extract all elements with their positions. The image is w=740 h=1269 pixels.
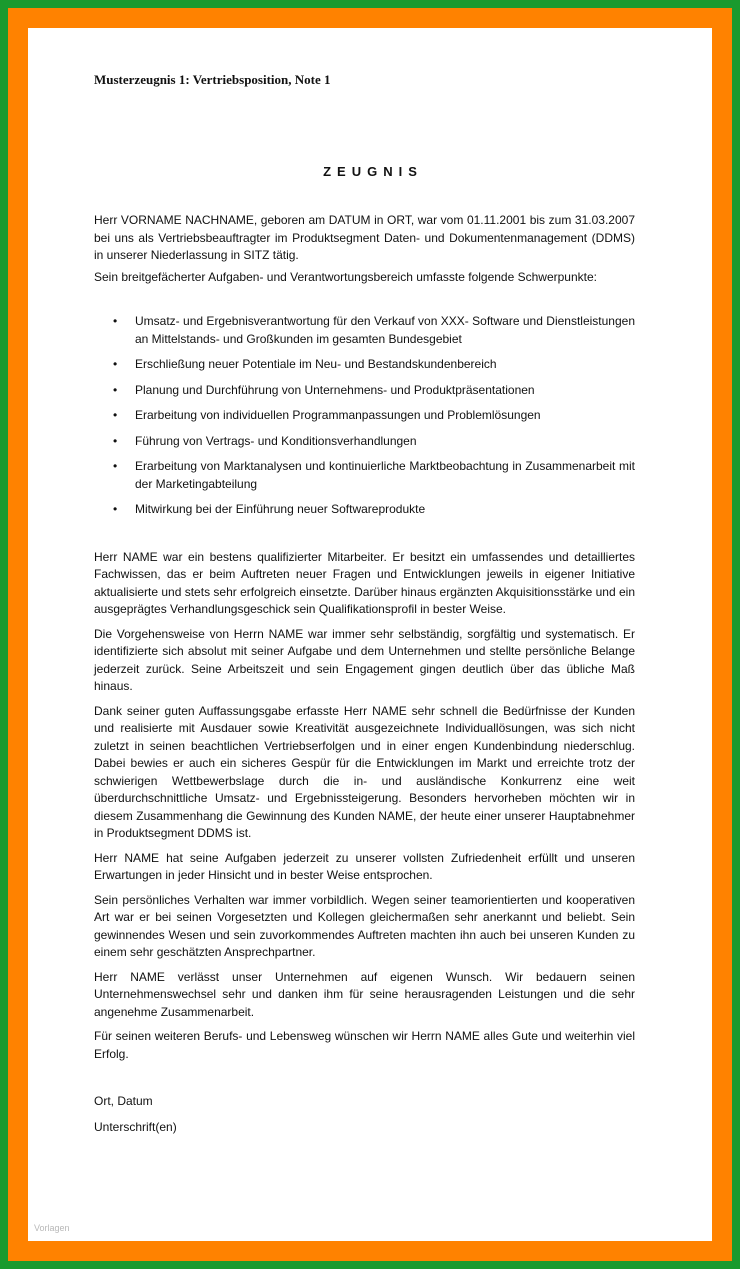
bullet-icon: • [113,382,118,397]
body-paragraph: Für seinen weiteren Berufs- und Lebensweg wünschen wir Herrn NAME alles Gute und weiterhin viel Erfolg. [94,1029,635,1061]
body-paragraph: Dank seiner guten Auffassungsgabe erfasste Herr NAME sehr schnell die Bedürfnisse der Kunden und realisierte mit Ausdauer sowie Kreativität ausgezeichnete Individuallösungen, was sich nicht zuletzt in seinen beachtlichen Vertriebserfolgen und in einer engen Kundenbindung niederschlug. Dabei bewies er auch ein sicheres Gespür für die Entwicklungen im Markt und erreichte trotz der schwierigen Wettbewerbslage durch die in- und ausländische Konkurrenz eine weit überdurchschnittliche Umsatz- und Ergebnissteigerung. Besonders hervorheben möchten wir in diesem Zusammenhang die Gewinnung des Kunden NAME, der heute einer unserer Hauptabnehmer in Produktsegment DDMS ist. [94,703,635,840]
body-paragraph: Sein persönliches Verhalten war immer vorbildlich. Wegen seiner teamorientierten und kooperativen Art war er bei seinen Vorgesetzten und Kollegen gleichermaßen sehr anerkannt und beliebt. Sein gewinnendes Wesen und sein zuvorkommendes Auftreten machten ihn auch bei unseren Kunden zu einem sehr geschätzten Ansprechpartner. [94,892,635,959]
list-item-text: Erarbeitung von Marktanalysen und kontinuierliche Marktbeobachtung in Zusammenarbeit mit der Marketingabteilung [135,459,635,491]
bullet-icon: • [113,357,118,371]
document-body [94,212,635,1144]
list-item [94,313,635,348]
watermark: Vorlagen [34,1223,70,1233]
bullet-icon: • [113,502,118,516]
body-paragraph: Herr NAME hat seine Aufgaben jederzeit zu unserer vollsten Zufriedenheit erfüllt und unseren Erwartungen in jeder Hinsicht und in bester Weise entsprochen. [94,850,635,882]
body-paragraph: Herr NAME verlässt unser Unternehmen auf eigenen Wunsch. Wir bedauern seinen Unternehmenswechsel sehr und danken ihm für seine herausragenden Leistungen und die sehr angenehme Zusammenarbeit. [94,969,635,1019]
body-paragraph: Herr NAME war ein bestens qualifizierter Mitarbeiter. Er besitzt ein umfassendes und detailliertes Fachwissen, das er beim Auftreten neuer Fragen und Entwicklungen jeweils in eigener Initiative aktualisierte und stets sehr erfolgreich einsetzte. Darüber hinaus ergänzten Akquisitionsstärke und ein ausgeprägtes Verhandlungsgeschick sein Qualifikationsprofil in bester Weise. [94,549,635,616]
document-title: ZEUGNIS [323,164,423,179]
list-item-text: Erarbeitung von individuellen Programmanpassungen und Problemlösungen [135,408,541,422]
list-item [94,407,635,425]
place-date: Ort, Datum [94,1094,153,1108]
list-item-text: Mitwirkung bei der Einführung neuer Softwareprodukte [135,502,426,516]
responsibilities-intro: Sein breitgefächerter Aufgaben- und Verantwortungsbereich umfasste folgende Schwerpunkte: [94,269,597,284]
assessment-section [94,549,635,1064]
task-list [94,313,635,519]
list-item [94,356,635,374]
closing-section [94,1093,635,1136]
body-paragraph: Die Vorgehensweise von Herrn NAME war immer sehr selbständig, sorgfältig und systematisch. Er identifizierte sich absolut mit seiner Aufgabe und dem Unternehmen und stellte persönliche Belange jederzeit zurück. Seine Arbeitszeit und sein Engagement gingen deutlich über das übliche Maß hinaus. [94,626,635,693]
list-item-text: Führung von Vertrags- und Konditionsverhandlungen [135,433,417,448]
document-heading: Musterzeugnis 1: Vertriebsposition, Note 1 [94,72,331,87]
intro-paragraph: Herr VORNAME NACHNAME, geboren am DATUM in ORT, war vom 01.11.2001 bis zum 31.03.2007 bei uns als Vertriebsbeauftragter im Produktsegment Daten- und Dokumentenmanagement (DDMS) in unserer Niederlassung in SITZ tätig. [94,213,635,262]
list-item [94,433,635,451]
bullet-icon: • [113,433,118,448]
list-item [94,382,635,400]
document-page [28,28,712,1241]
list-item-text: Erschließung neuer Potentiale im Neu- und Bestandskundenbereich [135,357,497,371]
list-item-text: Umsatz- und Ergebnisverantwortung für den Verkauf von XXX- Software und Dienstleistungen an Mittelstands- und Großkunden im gesamten Bundesgebiet [135,314,635,346]
bullet-icon: • [113,408,118,422]
list-item [94,458,635,493]
list-item [94,501,635,519]
list-item-text: Planung und Durchführung von Unternehmens- und Produktpräsentationen [135,382,535,397]
bullet-icon: • [113,459,118,473]
signature-line: Unterschrift(en) [94,1119,177,1134]
bullet-icon: • [113,314,118,328]
